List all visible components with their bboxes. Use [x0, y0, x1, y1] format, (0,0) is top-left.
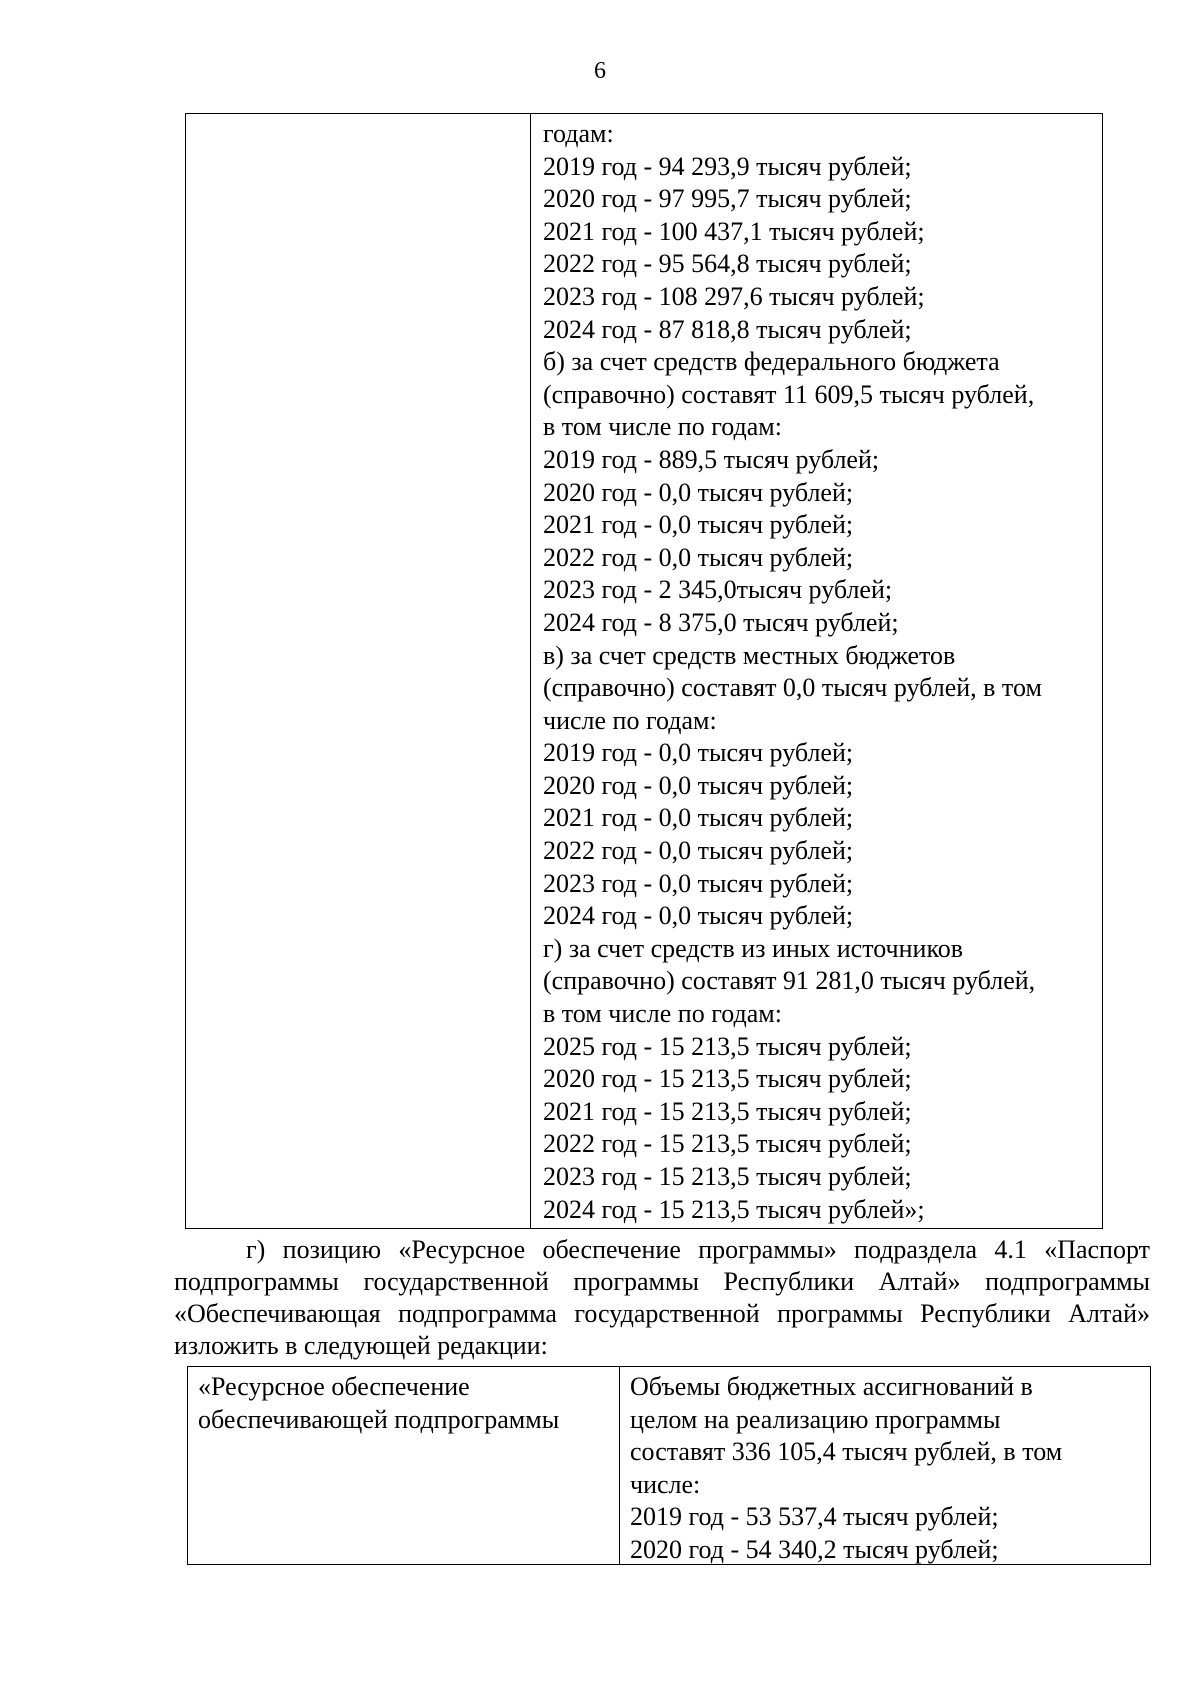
- text-line: числе по годам:: [543, 705, 717, 735]
- text-line: Объемы бюджетных ассигнований в: [630, 1372, 1033, 1401]
- text-line: в) за счет средств местных бюджетов: [543, 640, 956, 670]
- text-line: 2020 год - 0,0 тысяч рублей;: [543, 770, 854, 800]
- text-line: г) за счет средств из иных источников: [543, 933, 964, 963]
- text-line: целом на реализацию программы: [630, 1404, 1001, 1434]
- text-line: в том числе по годам:: [543, 412, 782, 442]
- text-line: 2022 год - 0,0 тысяч рублей;: [543, 542, 854, 572]
- amendment-paragraph: [174, 1234, 1150, 1362]
- text-line: (справочно) составят 0,0 тысяч рублей, в том: [543, 673, 1042, 703]
- table-left-cell: [188, 1367, 620, 1564]
- text-line: 2022 год - 95 564,8 тысяч рублей;: [543, 249, 912, 279]
- text-line: годам:: [543, 119, 614, 148]
- text-line: обеспечивающей подпрограммы: [198, 1404, 560, 1434]
- text-line: 2021 год - 0,0 тысяч рублей;: [543, 803, 854, 833]
- text-line: (справочно) составят 91 281,0 тысяч рублей,: [543, 966, 1036, 996]
- text-line: 2019 год - 0,0 тысяч рублей;: [543, 738, 854, 768]
- text-line: 2020 год - 97 995,7 тысяч рублей;: [543, 184, 912, 214]
- text-line: составят 336 105,4 тысяч рублей, в том: [630, 1437, 1063, 1467]
- amendment-text: г) позицию «Ресурсное обеспечение программы» подраздела 4.1 «Паспорт подпрограммы государственной программы Республики Алтай» подпрограммы «Обеспечивающая подпрограмма государственной программы Республики Алтай» изложить в следующей редакции:: [174, 1235, 1150, 1360]
- text-line: (справочно) составят 11 609,5 тысяч рублей,: [543, 379, 1035, 409]
- table-right-cell: [531, 114, 1102, 1228]
- text-line: 2020 год - 54 340,2 тысяч рублей;: [630, 1534, 999, 1564]
- text-line: 2021 год - 0,0 тысяч рублей;: [543, 510, 854, 540]
- text-line: числе:: [630, 1469, 701, 1499]
- text-line: 2023 год - 108 297,6 тысяч рублей;: [543, 281, 925, 311]
- text-line: 2023 год - 2 345,0тысяч рублей;: [543, 575, 893, 605]
- text-line: 2019 год - 94 293,9 тысяч рублей;: [543, 151, 912, 181]
- text-line: 2022 год - 0,0 тысяч рублей;: [543, 836, 854, 866]
- text-line: 2025 год - 15 213,5 тысяч рублей;: [543, 1031, 912, 1061]
- text-line: «Ресурсное обеспечение: [198, 1372, 470, 1401]
- text-line: 2020 год - 0,0 тысяч рублей;: [543, 477, 854, 507]
- text-line: б) за счет средств федерального бюджета: [543, 347, 1000, 377]
- table-right-cell: [620, 1367, 1150, 1564]
- text-line: 2024 год - 15 213,5 тысяч рублей»;: [543, 1194, 925, 1224]
- text-line: 2020 год - 15 213,5 тысяч рублей;: [543, 1064, 912, 1094]
- funding-table-continuation: [185, 113, 1103, 1229]
- text-line: 2023 год - 0,0 тысяч рублей;: [543, 868, 854, 898]
- table-left-cell-empty: [186, 114, 531, 1228]
- page-number: 6: [594, 58, 606, 84]
- text-line: 2021 год - 100 437,1 тысяч рублей;: [543, 216, 925, 246]
- text-line: 2022 год - 15 213,5 тысяч рублей;: [543, 1129, 912, 1159]
- resource-provision-table: [187, 1366, 1151, 1565]
- text-line: 2024 год - 8 375,0 тысяч рублей;: [543, 607, 899, 637]
- text-line: 2023 год - 15 213,5 тысяч рублей;: [543, 1162, 912, 1191]
- text-line: в том числе по годам:: [543, 999, 782, 1029]
- text-line: 2024 год - 0,0 тысяч рублей;: [543, 901, 854, 931]
- text-line: 2019 год - 889,5 тысяч рублей;: [543, 444, 880, 474]
- text-line: 2024 год - 87 818,8 тысяч рублей;: [543, 314, 912, 344]
- text-line: 2019 год - 53 537,4 тысяч рублей;: [630, 1502, 999, 1532]
- text-line: 2021 год - 15 213,5 тысяч рублей;: [543, 1096, 912, 1126]
